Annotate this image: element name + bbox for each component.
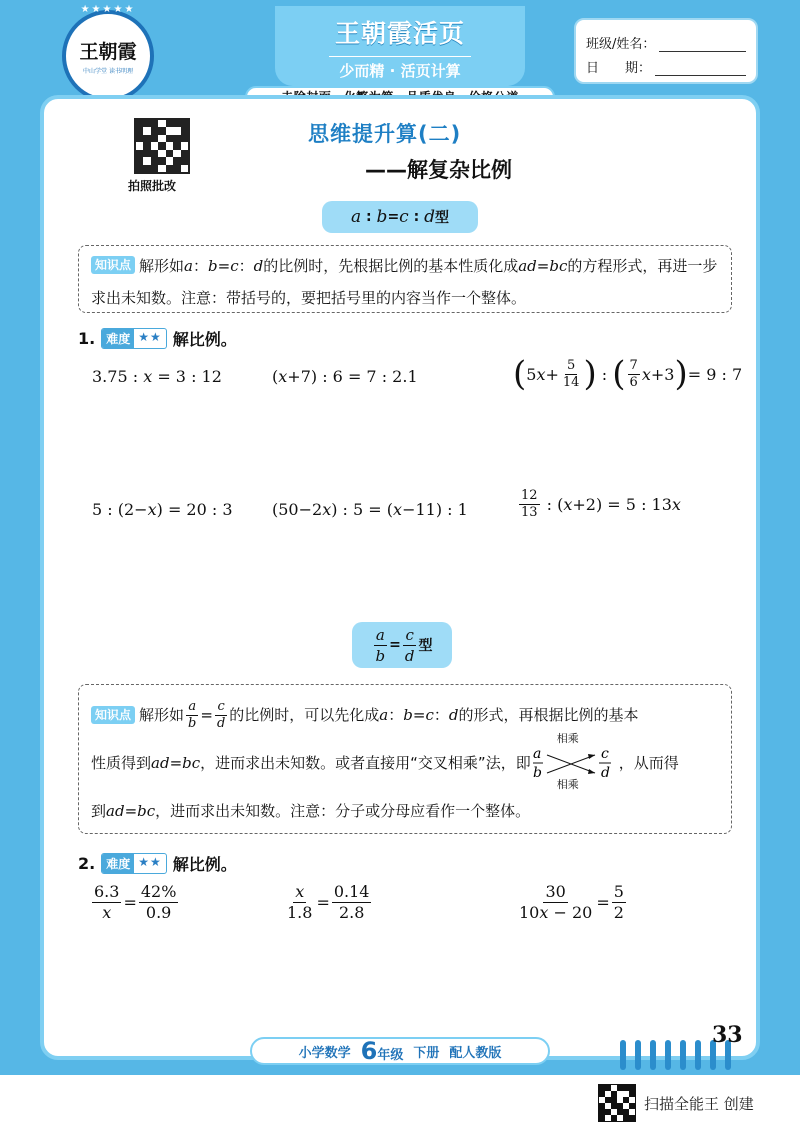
k2-text-h: ，进而求出未知数。注意：分子或分母应看作一个整体。 <box>155 802 531 820</box>
knowledge-text-a: 解形如 <box>139 257 185 275</box>
scanner-text: 扫描全能王 创建 <box>644 1094 754 1113</box>
k2-text-g: 到 <box>91 802 107 820</box>
knowledge-tag: 知识点 <box>91 256 135 274</box>
difficulty-stars: ★★ <box>138 330 162 344</box>
section2-knowledge-box: 知识点 解形如 $\frac{a}{b}$ = $\frac{c}{d}$ 的比例时，可以先化成 a ： b = c ： d 的形式，再根据比例的基本 性质得到 ad = bc ，进而求出未知数。或者直接用“交叉相乘”法，即 a b c d 相乘 相乘 ，从而得 到 ad = bc ，进而求出未知数。注意：分子或分母应看作一个整体。 <box>78 684 732 834</box>
section2-type-badge: $\frac{a}{b}$ = $\frac{c}{d}$ 型 <box>352 622 452 668</box>
k2-text-c: 的形式，再根据比例的基本 <box>458 706 639 724</box>
brand-subtitle: 少而精 · 活页计算 <box>329 56 470 81</box>
brand-banner <box>275 6 525 86</box>
k2-text-f: ，从而得 <box>618 754 679 772</box>
class-name-field[interactable] <box>659 38 746 52</box>
qr-label: 拍照批改 <box>128 179 177 193</box>
scanner-qr-icon <box>598 1084 636 1122</box>
logo-text: 王朝霞 <box>79 41 137 63</box>
problem1-header <box>78 327 237 350</box>
logo-subtext: 中山学堂 读书明理 <box>83 68 133 75</box>
footer-grade-suffix: 年级 <box>377 1048 404 1063</box>
brand-title: 王朝霞活页 <box>334 19 465 48</box>
section1-knowledge-box: 知识点 解形如a：b=c：d的比例时，先根据比例的基本性质化成ad=bc的方程形式，再进一步求出未知数。注意：带括号的，要把括号里的内容当作一个整体。 <box>78 245 732 313</box>
section1-badge-suffix: 型 <box>434 210 449 226</box>
cross-top-label: 相乘 <box>556 732 579 745</box>
difficulty-badge <box>101 328 167 349</box>
qr-code-icon[interactable] <box>134 118 190 174</box>
equation-1b: ( x +7) : 6 = 7 : 2.1 <box>272 367 418 386</box>
equation-1a: 3.75 : x = 3 : 12 <box>92 367 222 386</box>
footer-term: 下册 <box>413 1045 440 1061</box>
equation-2b: $\frac{x}{1.8}$ = $\frac{0.14}{2.8}$ <box>287 882 370 922</box>
page-number: 33 <box>712 1022 743 1048</box>
page-title: 思维提升算(二) <box>308 122 462 146</box>
equation-1d: 5 : (2− x ) = 20 : 3 <box>92 500 233 519</box>
knowledge-text-c: 的方程形式，再进一步求出未知数。注意：带括号的，要把括号里的内容当作一个整体。 <box>91 257 718 307</box>
date-row <box>586 52 746 76</box>
svg-text:b: b <box>532 765 542 781</box>
scanner-watermark <box>598 1084 754 1122</box>
problem1-text: 解比例。 <box>172 330 237 349</box>
svg-text:c: c <box>600 746 609 762</box>
section2-badge-suffix: 型 <box>418 638 433 654</box>
problem2-text: 解比例。 <box>172 855 237 874</box>
cross-bottom-label: 相乘 <box>556 778 579 791</box>
equation-2a: $\frac{6.3}{x}$ = $\frac{42\%}{0.9}$ <box>94 882 177 922</box>
problem2-number: 2. <box>78 854 96 873</box>
student-info-box <box>574 18 758 84</box>
equation-2c: $\frac{30}{10x - 20}$ = $\frac{5}{2}$ <box>519 882 624 922</box>
class-name-label: 班级/姓名： <box>586 37 656 52</box>
logo-stars-decoration: ★★★★★ <box>80 4 136 15</box>
equation-1f: $\frac{12}{13}$ : ( x +2) = 5 : 13 x <box>521 488 681 520</box>
k2-text-d: 性质得到 <box>91 754 152 772</box>
k2-text-e: ，进而求出未知数。或者直接用“交叉相乘”法，即 <box>200 754 531 772</box>
footer-subject: 小学数学 <box>298 1045 351 1061</box>
difficulty-label: 难度 <box>102 854 134 873</box>
problem2-header <box>78 852 237 875</box>
equation-1c: ( 5 x + $\frac{5}{14}$ ) : ( $\frac{7}{6}$ x +3 ) = 9 : 7 <box>513 354 743 394</box>
footer-edition: 配人教版 <box>449 1045 502 1061</box>
k2-text-b: 的比例时，可以先化成 <box>229 706 380 724</box>
svg-text:a: a <box>532 746 542 762</box>
footer-banner <box>250 1037 550 1065</box>
svg-text:d: d <box>600 765 610 781</box>
footer-grade: 6 <box>360 1037 378 1065</box>
cross-multiply-diagram <box>531 732 619 791</box>
k2-text-a: 解形如 <box>139 706 185 724</box>
date-label: 日 期： <box>586 61 652 76</box>
difficulty-label: 难度 <box>102 329 134 348</box>
class-name-row <box>586 28 746 52</box>
page-subtitle: ——解复杂比例 <box>365 158 512 182</box>
cross-arrows-icon <box>531 743 619 783</box>
section1-type-badge: a : b = c : d 型 <box>322 201 478 233</box>
difficulty-stars: ★★ <box>138 855 162 869</box>
equation-1e: (50−2 x ) : 5 = ( x −11) : 1 <box>272 500 468 519</box>
knowledge-text-b: 的比例时，先根据比例的基本性质化成 <box>263 257 519 275</box>
difficulty-badge <box>101 853 167 874</box>
date-field[interactable] <box>655 62 746 76</box>
knowledge-tag: 知识点 <box>91 706 135 724</box>
problem1-number: 1. <box>78 329 96 348</box>
brand-logo <box>62 4 154 102</box>
